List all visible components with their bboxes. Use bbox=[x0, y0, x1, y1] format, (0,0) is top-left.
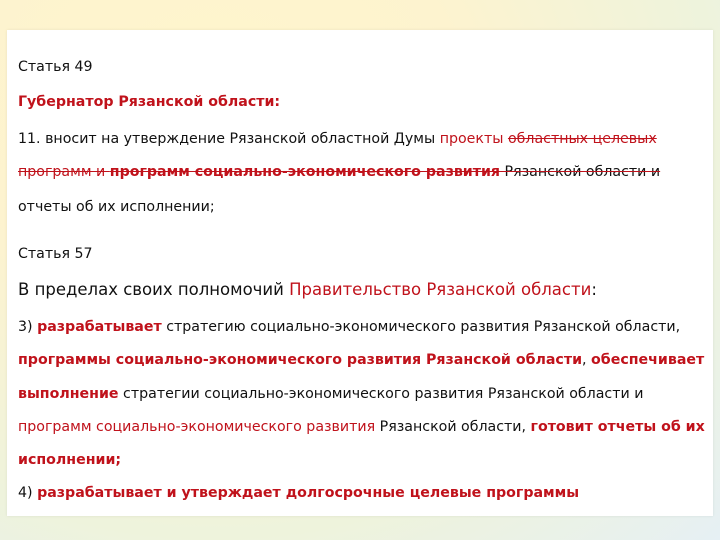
item-3-line-4 bbox=[18, 419, 705, 435]
article-57-heading bbox=[18, 246, 93, 262]
item-3-line-5 bbox=[18, 452, 121, 468]
item-3-red-text-4: выполнение bbox=[18, 386, 119, 402]
item-11-struck-text-2: программ и bbox=[18, 164, 110, 180]
intro-suffix: : bbox=[591, 280, 597, 299]
item-3-red-text-7: исполнении; bbox=[18, 452, 122, 468]
item-11-prefix: 11. вносит на утверждение Рязанской областной Думы bbox=[18, 131, 440, 147]
item-4-number: 4) bbox=[18, 485, 38, 501]
item-3-line-2 bbox=[18, 352, 704, 368]
item-3-red-text-2: программы социально-экономического развития Рязанской области bbox=[18, 352, 583, 368]
slide bbox=[7, 30, 713, 516]
heading-text: Статья 57 bbox=[18, 246, 93, 262]
item-3-red-text-3: обеспечивает bbox=[591, 352, 705, 368]
subheading-text: Губернатор Рязанской области: bbox=[18, 94, 281, 110]
item-3-line-1 bbox=[18, 319, 680, 335]
item-11-struck-text: областных целевых bbox=[507, 131, 657, 147]
article-49-heading bbox=[18, 59, 93, 75]
article-57-intro bbox=[18, 280, 597, 299]
item-3-rest-2: стратегии социально-экономического развития Рязанской области и bbox=[118, 386, 644, 402]
item-3-rest: стратегию социально-экономического развития Рязанской области, bbox=[161, 319, 681, 335]
intro-red-text: Правительство Рязанской области bbox=[289, 280, 592, 299]
item-11-line-3-text: отчеты об их исполнении; bbox=[18, 199, 215, 215]
item-3-mid: Рязанской области, bbox=[375, 419, 531, 435]
item-3-red-text-5: программ социально-экономического развития bbox=[18, 419, 376, 435]
item-3-red-text-6: готовит отчеты об их bbox=[530, 419, 705, 435]
item-3-number: 3) bbox=[18, 319, 38, 335]
item-11-line-2 bbox=[18, 164, 660, 180]
item-11-struck-bold-text: программ социально-экономического развития bbox=[109, 164, 501, 180]
item-11-line-1 bbox=[18, 131, 657, 147]
item-3-red-text: разрабатывает bbox=[37, 319, 162, 335]
item-11-struck-tail: Рязанской области и bbox=[500, 164, 661, 180]
item-11-red-text: проекты bbox=[439, 131, 508, 147]
item-3-comma: , bbox=[582, 352, 592, 368]
item-11-line-3 bbox=[18, 199, 215, 215]
item-3-line-3 bbox=[18, 386, 643, 402]
article-49-subheading bbox=[18, 94, 280, 110]
intro-prefix: В пределах своих полномочий bbox=[18, 280, 290, 299]
heading-text: Статья 49 bbox=[18, 59, 93, 75]
item-4-line bbox=[18, 485, 579, 501]
item-4-red-text: разрабатывает и утверждает долгосрочные целевые программы bbox=[37, 485, 580, 501]
